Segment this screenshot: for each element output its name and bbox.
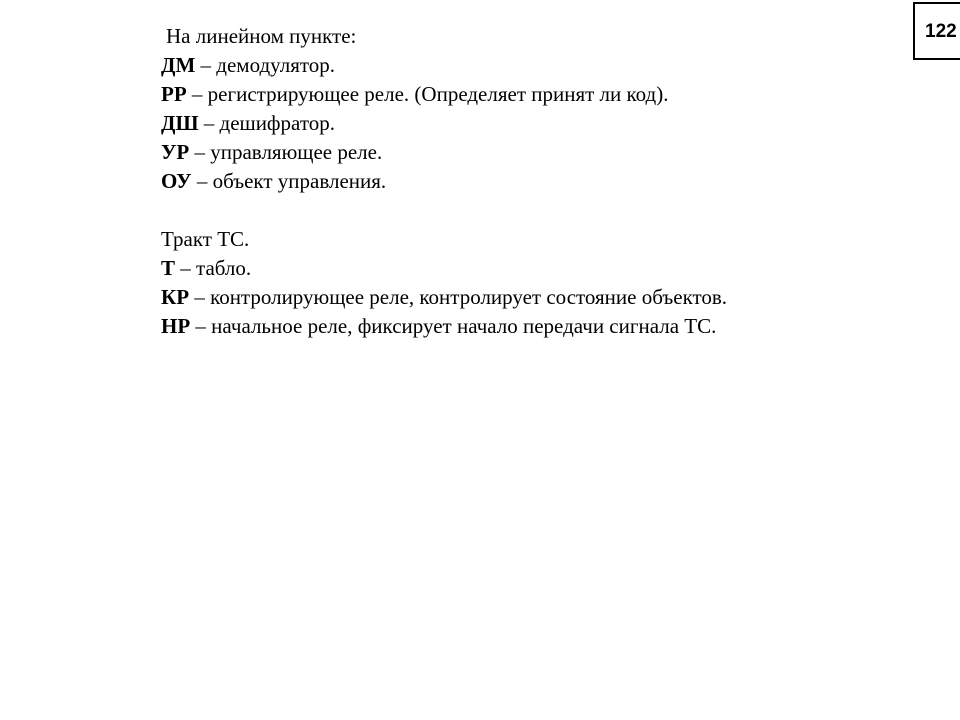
definition-text: – дешифратор.: [198, 111, 335, 135]
linear-point-heading: На линейном пункте:: [166, 24, 357, 48]
definition-text: – управляющее реле.: [189, 140, 383, 164]
document-body: [113, 22, 760, 341]
definition-term: НР: [161, 314, 191, 338]
definition-term: ДШ: [161, 111, 199, 135]
definition-text: – демодулятор.: [195, 53, 336, 77]
page-number: 122: [925, 21, 957, 42]
definition-item-kr: [113, 283, 760, 312]
definition-term: Т: [161, 256, 176, 280]
definition-item-nr: [113, 312, 760, 341]
definition-text: – регистрирующее реле. (Определяет принят ли код).: [186, 82, 669, 106]
definition-item-ou: [113, 167, 760, 196]
definition-item-t: [113, 254, 760, 283]
paragraph-spacer: [113, 196, 760, 225]
definition-term: ОУ: [161, 169, 192, 193]
definition-term: УР: [161, 140, 190, 164]
definition-text: – контролирующее реле, контролирует состояние объектов.: [189, 285, 728, 309]
definition-item-dm: [113, 51, 760, 80]
definition-item-rr: [113, 80, 760, 109]
definition-item-ur: [113, 138, 760, 167]
page-number-box: [913, 2, 960, 60]
definition-item-dsh: [113, 109, 760, 138]
ts-path-heading: Тракт ТС.: [161, 227, 250, 251]
definition-term: РР: [161, 82, 187, 106]
definition-text: – объект управления.: [191, 169, 387, 193]
definition-term: КР: [161, 285, 190, 309]
definition-text: – табло.: [175, 256, 252, 280]
definition-term: ДМ: [161, 53, 196, 77]
definition-text: – начальное реле, фиксирует начало передачи сигнала ТС.: [190, 314, 717, 338]
